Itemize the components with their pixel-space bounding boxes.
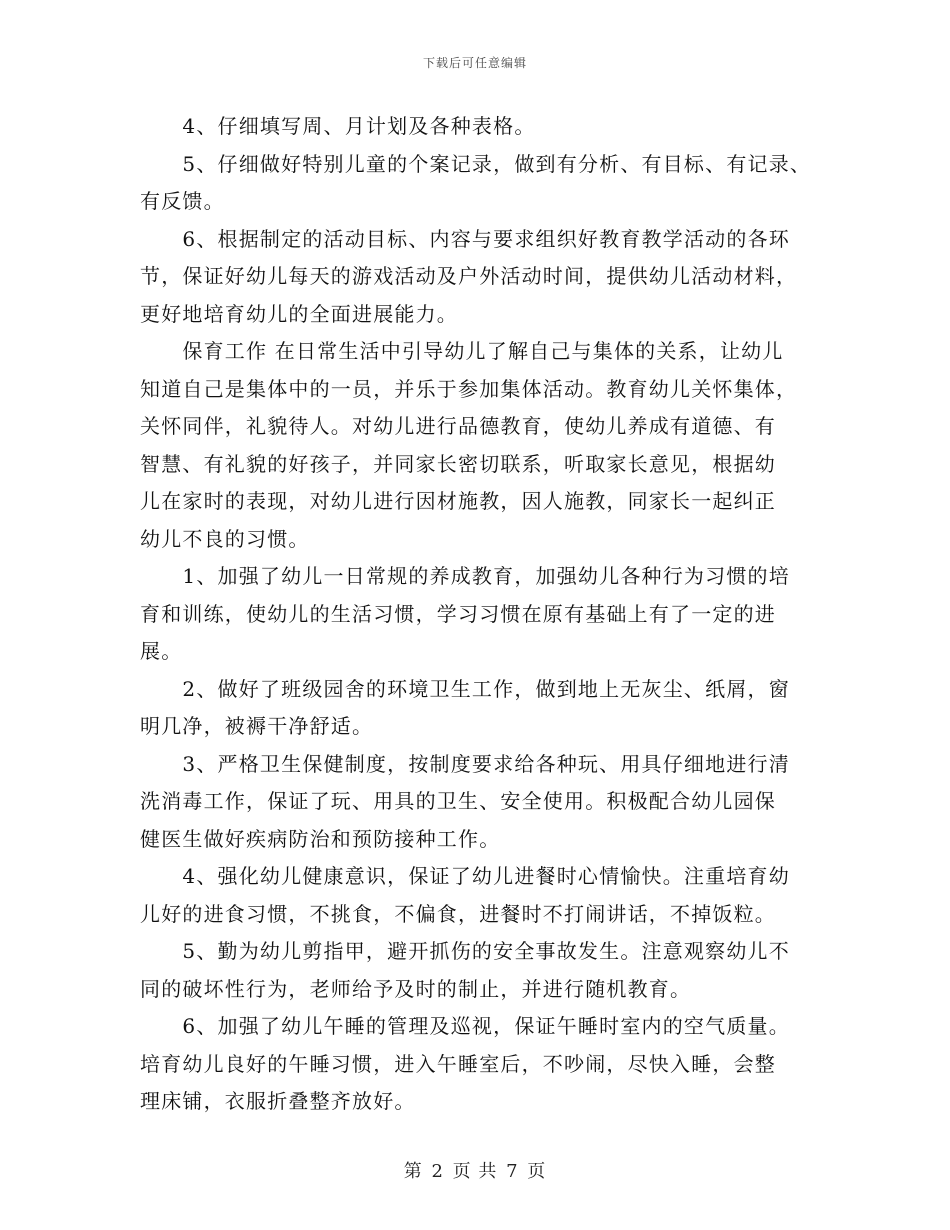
paragraph-7 [140, 746, 830, 859]
text-line: 1、加强了幼儿一日常规的养成教育，加强幼儿各种行为习惯的培 [140, 564, 790, 588]
text-line: 2、做好了班级园舍的环境卫生工作，做到地上无灰尘、纸屑，窗 [140, 676, 790, 701]
text-line: 保育工作 在日常生活中引导幼儿了解自己与集体的关系，让幼儿 [140, 339, 784, 363]
paragraph-5 [140, 558, 830, 671]
paragraph-9 [140, 933, 830, 1008]
text-line: 儿好的进食习惯，不挑食，不偏食，进餐时不打闹讲话，不掉饭粒。 [140, 901, 776, 926]
text-line: 5、仔细做好特别儿童的个案记录，做到有分析、有目标、有记录、 [140, 151, 812, 176]
text-line: 洗消毒工作，保证了玩、用具的卫生、安全使用。积极配合幼儿园保 [140, 789, 776, 813]
text-line: 幼儿不良的习惯。 [140, 526, 310, 551]
paragraph-1 [140, 108, 830, 146]
paragraph-8 [140, 858, 830, 933]
text-line: 育和训练，使幼儿的生活习惯，学习习惯在原有基础上有了一定的进 [140, 601, 776, 626]
text-line: 关怀同伴，礼貌待人。对幼儿进行品德教育，使幼儿养成有道德、有 [140, 414, 776, 438]
footer-middle: 页 共 [452, 1161, 498, 1182]
text-line: 理床铺，衣服折叠整齐放好。 [140, 1089, 416, 1113]
text-line: 5、勤为幼儿剪指甲，避开抓伤的安全事故发生。注意观察幼儿不 [140, 939, 790, 963]
text-line: 知道自己是集体中的一员，并乐于参加集体活动。教育幼儿关怀集体， [140, 376, 798, 401]
footer-prefix: 第 [403, 1161, 423, 1182]
page-number-footer [0, 1157, 950, 1183]
text-line: 有反馈。 [140, 189, 225, 213]
text-line: 3、严格卫生保健制度，按制度要求给各种玩、用具仔细地进行清 [140, 751, 790, 776]
document-body [140, 108, 830, 1121]
total-page-count: 7 [506, 1161, 519, 1182]
current-page-number: 2 [431, 1161, 444, 1182]
text-line: 节，保证好幼儿每天的游戏活动及户外活动时间，提供幼儿活动材料， [140, 264, 798, 288]
paragraph-2 [140, 146, 830, 221]
footer-suffix: 页 [527, 1161, 547, 1182]
text-line: 健医生做好疾病防治和预防接种工作。 [140, 826, 501, 851]
page-header: 下载后可任意编辑 [422, 56, 527, 70]
text-line: 更好地培育幼儿的全面进展能力。 [140, 301, 458, 326]
text-line: 4、强化幼儿健康意识，保证了幼儿进餐时心情愉快。注重培育幼 [140, 864, 790, 888]
text-line: 明几净，被褥干净舒适。 [140, 714, 374, 738]
paragraph-3 [140, 221, 830, 334]
text-line: 4、仔细填写周、月计划及各种表格。 [140, 114, 536, 138]
paragraph-6 [140, 671, 830, 746]
text-line: 智慧、有礼貌的好孩子，并同家长密切联系，听取家长意见，根据幼 [140, 451, 776, 476]
paragraph-10 [140, 1008, 830, 1121]
paragraph-4 [140, 333, 830, 558]
text-line: 儿在家时的表现，对幼儿进行因材施教，因人施教，同家长一起纠正 [140, 489, 776, 513]
text-line: 同的破坏性行为，老师给予及时的制止，并进行随机教育。 [140, 976, 692, 1001]
text-line: 培育幼儿良好的午睡习惯，进入午睡室后，不吵闹，尽快入睡，会整 [140, 1051, 776, 1076]
text-line: 展。 [140, 639, 183, 663]
text-line: 6、根据制定的活动目标、内容与要求组织好教育教学活动的各环 [140, 226, 790, 251]
text-line: 6、加强了幼儿午睡的管理及巡视，保证午睡时室内的空气质量。 [140, 1014, 790, 1038]
